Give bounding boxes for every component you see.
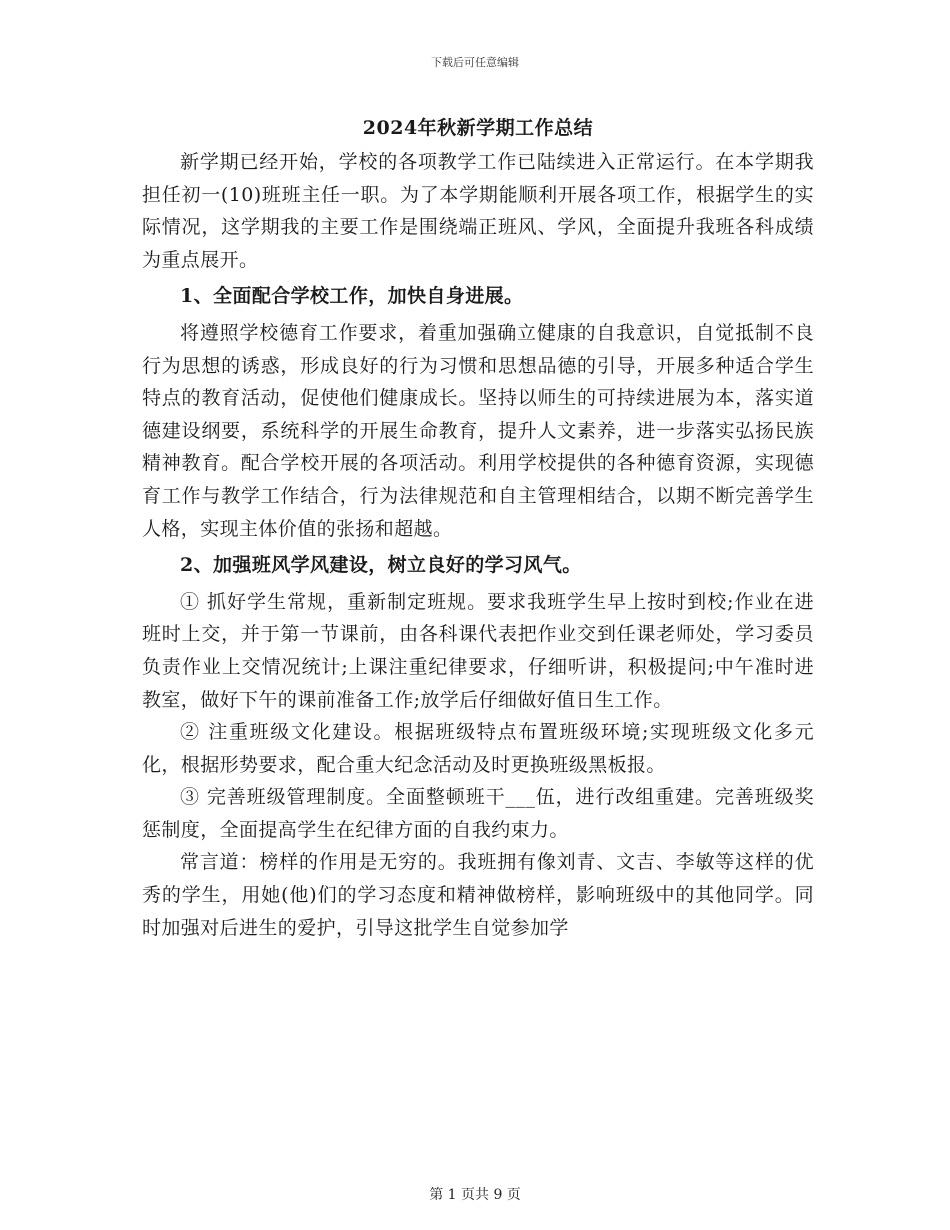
section-heading-2: 2、加强班风学风建设，树立良好的学习风气。	[180, 554, 582, 577]
header-note: 下载后可任意编辑	[431, 56, 519, 69]
intro-paragraph: 新学期已经开始，学校的各项教学工作已陆续进入正常运行。在本学期我担任初一(10)班班主任一职。为了本学期能顺利开展各项工作，根据学生的实际情况，这学期我的主要工作是围绕端正班风、学风，全面提升我班各科成绩为重点展开。	[142, 151, 814, 271]
section-heading-1: 1、全面配合学校工作，加快自身进展。	[180, 285, 524, 308]
page-footer: 第 1 页共 9 页	[429, 1187, 521, 1203]
document-title: 2024年秋新学期工作总结	[362, 117, 594, 139]
document-body	[142, 112, 814, 944]
role-model-paragraph: 常言道：榜样的作用是无穷的。我班拥有像刘青、文吉、李敏等这样的优秀的学生，用她(他)们的学习态度和精神做榜样，影响班级中的其他同学。同时加强对后进生的爱护，引导这批学生自觉参加学	[142, 851, 814, 939]
item-1-paragraph: ① 抓好学生常规，重新制定班规。要求我班学生早上按时到校;作业在进班时上交，并于第一节课前，由各科课代表把作业交到任课老师处，学习委员负责作业上交情况统计;上课注重纪律要求，仔细听讲，积极提问;中午准时进教室，做好下午的课前准备工作;放学后仔细做好值日生工作。	[142, 590, 814, 711]
item-3-paragraph: ③ 完善班级管理制度。全面整顿班干___伍，进行改组重建。完善班级奖惩制度，全面提高学生在纪律方面的自我约束力。	[142, 786, 814, 841]
item-2-paragraph: ② 注重班级文化建设。根据班级特点布置班级环境;实现班级文化多元化，根据形势要求，配合重大纪念活动及时更换班级黑板报。	[142, 721, 814, 776]
section-1-paragraph: 将遵照学校德育工作要求，着重加强确立健康的自我意识，自觉抵制不良行为思想的诱惑，形成良好的行为习惯和思想品德的引导，开展多种适合学生特点的教育活动，促使他们健康成长。坚持以师生的可持续进展为本，落实道德建设纲要，系统科学的开展生命教育，提升人文素养，进一步落实弘扬民族精神教育。配合学校开展的各项活动。利用学校提供的各种德育资源，实现德育工作与教学工作结合，行为法律规范和自主管理相结合，以期不断完善学生人格，实现主体价值的张扬和超越。	[142, 321, 814, 540]
